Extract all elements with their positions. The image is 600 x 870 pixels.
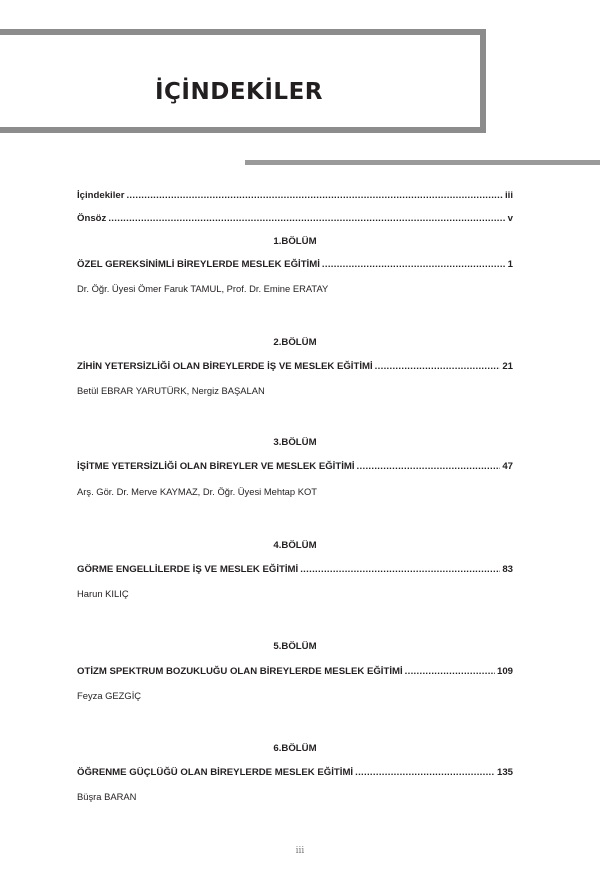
chapter-title: ZİHİN YETERSİZLİĞİ OLAN BİREYLERDE İŞ VE MESLEK EĞİTİMİ	[77, 361, 373, 372]
chapter-heading: 6.BÖLÜM	[273, 743, 317, 754]
chapter-authors: Dr. Öğr. Üyesi Ömer Faruk TAMUL, Prof. Dr. Emine ERATAY	[77, 283, 329, 294]
toc-entry-preface[interactable]	[77, 213, 513, 224]
decorative-rule	[245, 160, 600, 165]
toc-entry-chapter-6[interactable]	[77, 767, 513, 778]
chapter-title: GÖRME ENGELLİLERDE İŞ VE MESLEK EĞİTİMİ	[77, 564, 299, 575]
chapter-heading: 1.BÖLÜM	[273, 236, 317, 247]
dot-leader	[300, 564, 500, 575]
chapter-authors: Büşra BARAN	[77, 791, 137, 802]
chapter-authors: Arş. Gör. Dr. Merve KAYMAZ, Dr. Öğr. Üyesi Mehtap KOT	[77, 486, 317, 497]
toc-entry-label: İçindekiler	[77, 190, 125, 201]
chapter-authors: Feyza GEZGİÇ	[77, 690, 142, 701]
chapter-page: 1	[507, 259, 513, 270]
title-box	[0, 29, 486, 133]
chapter-page: 21	[502, 361, 513, 372]
chapter-heading: 4.BÖLÜM	[273, 540, 317, 551]
toc-entry-chapter-1[interactable]	[77, 259, 513, 270]
page-number: iii	[295, 846, 305, 856]
chapter-title: OTİZM SPEKTRUM BOZUKLUĞU OLAN BİREYLERDE MESLEK EĞİTİMİ	[77, 666, 403, 677]
chapter-heading: 5.BÖLÜM	[273, 641, 317, 652]
dot-leader	[126, 190, 503, 201]
dot-leader	[357, 461, 501, 472]
chapter-authors: Betül EBRAR YARUTÜRK, Nergiz BAŞALAN	[77, 385, 265, 396]
chapter-title: İŞİTME YETERSİZLİĞİ OLAN BİREYLER VE MESLEK EĞİTİMİ	[77, 461, 355, 472]
toc-entry-label: Önsöz	[77, 213, 107, 224]
chapter-page: 47	[502, 461, 513, 472]
chapter-authors: Harun KILIÇ	[77, 588, 129, 599]
dot-leader	[108, 213, 505, 224]
chapter-page: 109	[496, 666, 513, 677]
chapter-heading: 2.BÖLÜM	[273, 337, 317, 348]
chapter-page: 135	[496, 767, 513, 778]
chapter-title: ÖĞRENME GÜÇLÜĞÜ OLAN BİREYLERDE MESLEK EĞİTİMİ	[77, 767, 354, 778]
toc-entry-chapter-5[interactable]	[77, 666, 513, 677]
dot-leader	[405, 666, 495, 677]
toc-entry-chapter-4[interactable]	[77, 564, 513, 575]
toc-entry-contents[interactable]	[77, 190, 513, 201]
dot-leader	[322, 259, 506, 270]
chapter-title: ÖZEL GEREKSİNİMLİ BİREYLERDE MESLEK EĞİTİMİ	[77, 259, 320, 270]
chapter-heading: 3.BÖLÜM	[273, 437, 317, 448]
dot-leader	[375, 361, 501, 372]
page-title: İÇİNDEKİLER	[154, 79, 323, 105]
toc-entry-page: v	[507, 213, 513, 224]
chapter-page: 83	[502, 564, 513, 575]
toc-entry-chapter-3[interactable]	[77, 461, 513, 472]
toc-entry-page: iii	[505, 190, 513, 201]
toc-entry-chapter-2[interactable]	[77, 361, 513, 372]
dot-leader	[355, 767, 495, 778]
